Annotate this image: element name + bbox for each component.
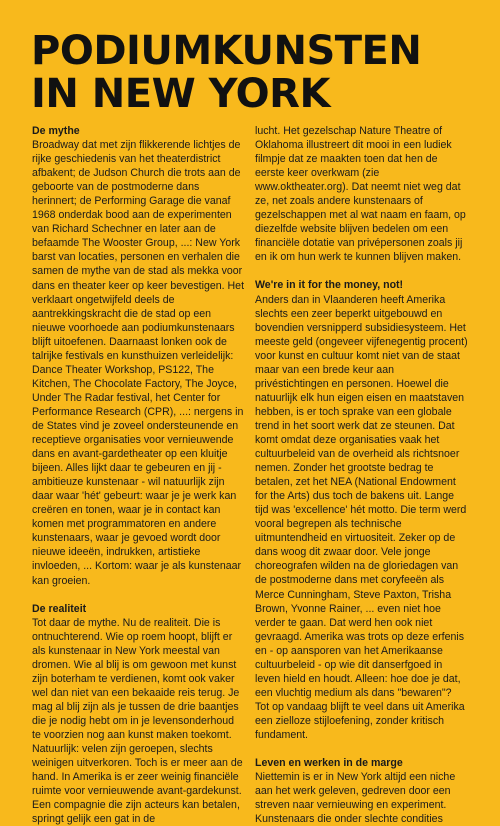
section-spacer bbox=[32, 588, 245, 602]
section-heading-marge: Leven en werken in de marge bbox=[255, 757, 403, 770]
paragraph-money: Anders dan in Vlaanderen heeft Amerika slechts een zeer beperkt uitgebouwd en bovendien versnipperd subsidiesysteem. Het meeste geld (ongeveer vijfenegentig procent) voor kunst en cultuur komt niet van de staat maar van een brede keur aan privéstichtingen en personen. Hoewel die natuurlijk elk hun eigen eisen en maatstaven hebben, is er toch sprake van een globale trend in het soort werk dat ze steunen. Dat komt omdat deze organisaties vaak het cultuurbeleid van de overheid als richtsnoer nemen. Zonder het grootste bedrag te betalen, zet het NEA (National Endowment for the Arts) dus toch de bakens uit. Lange tijd was 'excellence' hét motto. Die term werd vooral begrepen als technische uitmuntendheid en virtuositeit. Zeker op de dans woog dit zwaar door. Vele jonge choreografen wilden na de gloriedagen van de postmoderne dans met coryfeeën als Merce Cunningham, Steve Paxton, Trisha Brown, Yvonne Rainer, ... even niet hoe verder te gaan. Dat werd hen ook niet gevraagd. Amerika was trots op deze erfenis en - op aansporen van het Amerikaanse cultuurbeleid - op wie dit danserfgoed in leven hield en houdt. Alleen: hoe doe je dat, een vluchtig medium als dans "bewaren"? Tot op vandaag blijft te veel dans uit Amerika een zielloze stijloefening, zonder kritisch fundament. bbox=[255, 293, 468, 741]
paragraph-continuation: lucht. Het gezelschap Nature Theatre of Oklahoma illustreert dit mooi in een ludiek filmpje dat ze maakten toen dat hen de eerste keer overkwam (zie www.oktheater.org). Dat neemt niet weg dat ze, net zoals andere kunstenaars of gezelschappen met al wat naam en faam, op diezelfde website blijven bedelen om een financiële dotatie van privépersonen zoals jij en ik om hun werk te kunnen blijven maken. bbox=[255, 125, 466, 264]
section-spacer bbox=[255, 742, 468, 756]
page-title bbox=[31, 30, 481, 116]
section-heading-de-realiteit: De realiteit bbox=[32, 602, 87, 615]
right-column bbox=[255, 124, 468, 826]
left-column bbox=[32, 124, 245, 826]
section-spacer bbox=[255, 264, 468, 278]
section-heading-money: We're in it for the money, not! bbox=[255, 279, 404, 292]
title-line-2: IN NEW YORK bbox=[31, 71, 330, 117]
title-line-1: PODIUMKUNSTEN bbox=[31, 28, 422, 74]
paragraph-de-realiteit: Tot daar de mythe. Nu de realiteit. Die is ontnuchterend. Wie op roem hoopt, blijft er als kunstenaar in New York meestal van dromen. Wie al blij is om gewoon met kunst zijn boterham te verdienen, komt ook vaker wel dan niet van een bekaaide reis terug. Je mag al blij zijn als je tussen de drie baantjes die je nodig hebt om in je levensonderhoud te voorzien nog aan kunst maken toekomt. Natuurlijk: velen zijn geroepen, slechts weinigen uitverkoren. Toch is er meer aan de hand. In Amerika is er zeer weinig financiële ruimte voor vernieuwende avant-gardekunst. Een compagnie die zijn acteurs kan betalen, springt gelijk een gat in de bbox=[32, 616, 243, 826]
paragraph-marge: Niettemin is er in New York altijd een niche aan het werk geleven, gedreven door een streven naar vernieuwing en experiment. Kunstenaars die onder slechte condities bbox=[255, 771, 456, 826]
paragraph-de-mythe: Broadway dat met zijn flikkerende lichtjes de rijke geschiedenis van het theaterdistrict afbakent; de Judson Church die trots aan de geboorte van de postmoderne dans herinnert; de Performing Garage die vanaf 1968 onderdak bood aan de experimenten van Richard Schechner en later aan de befaamde The Wooster Group, ...: New York barst van locaties, personen en verhalen die samen de mythe van de stad als mekka voor dans en theater keer op keer bevestigen. Het verklaart ongetwijfeld deels de aantrekkingskracht die de stad op een nieuwe voorhoede aan podiumkunstenaars blijft uitoefenen. Daarnaast lonken ook de talrijke festivals en kunsthuizen verleidelijk: Dance Theater Workshop, PS122, The Kitchen, The Chocolate Factory, The Joyce, Under The Radar festival, het Center for Performance Research (CPR), ...: nergens in de States vind je zoveel ondersteunende en receptieve organisaties voor vernieuwende dans en avant-gardetheater op een kluitje bijeen. Alles lijkt daar te gebeuren en jij - ambitieuze kunstenaar - wil natuurlijk zijn daar waar 'hét' gebeurt: waar je je werk kan creëren en tonen, waar je in contact kan komen met programmatoren en andere kunstenaars, waar je gevoed wordt door nieuwe ideeën, indrukken, artistieke invloeden, ... Kortom: waar je als kunstenaar kan groeien. bbox=[32, 139, 245, 587]
section-heading-de-mythe: De mythe bbox=[32, 125, 80, 137]
